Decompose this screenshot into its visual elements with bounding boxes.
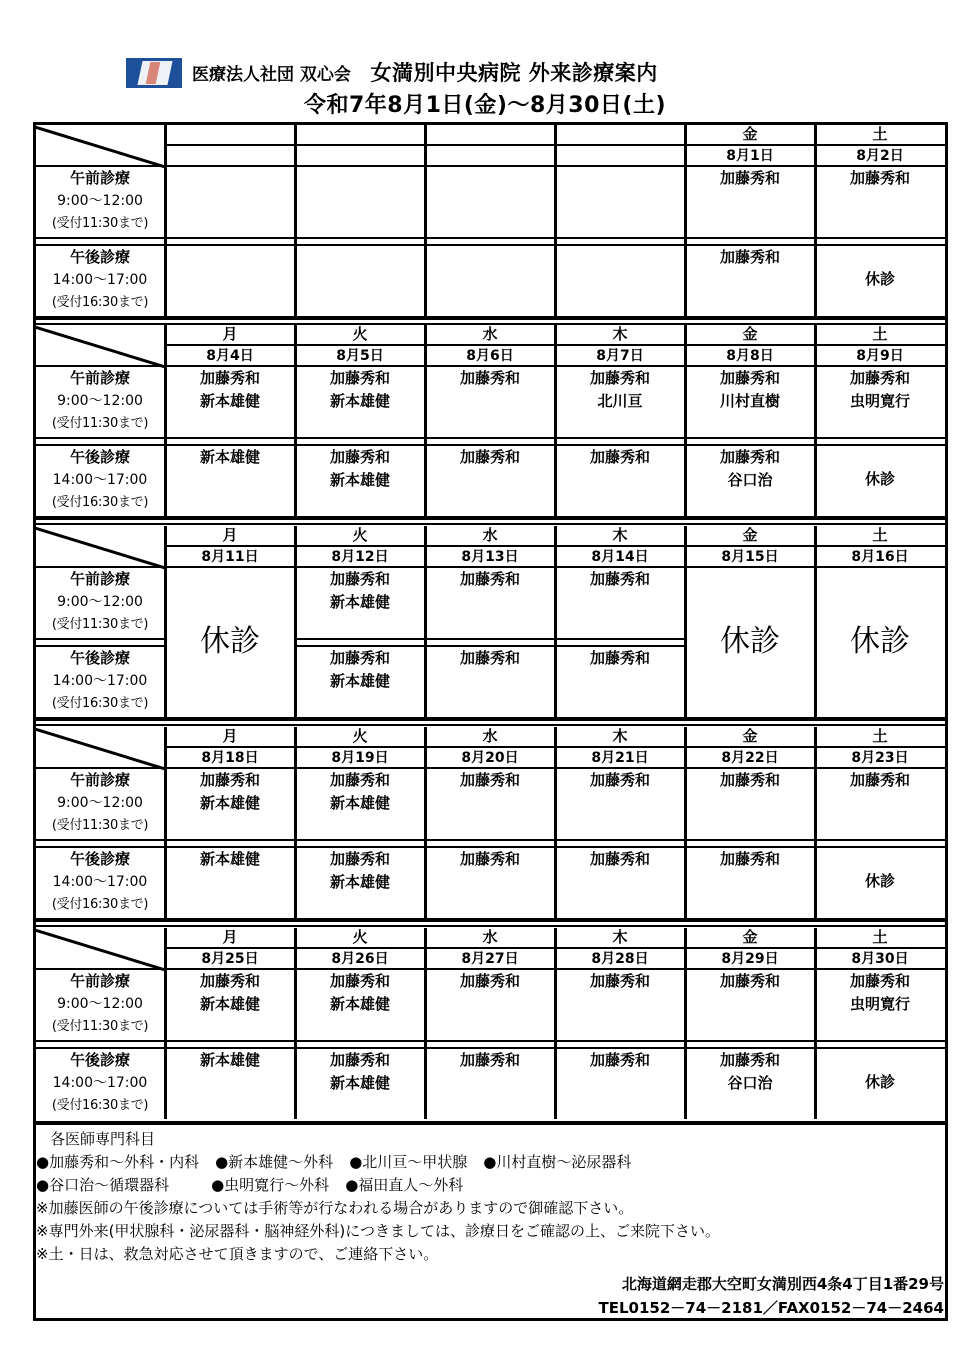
day-of-week: 火 xyxy=(352,526,368,544)
am-doctors xyxy=(815,167,945,190)
pm-hours: 14:00～17:00 xyxy=(52,272,148,288)
doctor-name: 新本雄健 xyxy=(199,1051,260,1069)
pm-reception: (受付16:30まで) xyxy=(51,495,149,510)
title-line xyxy=(192,57,658,87)
doctor-name: 加藤秀和 xyxy=(849,369,910,387)
am-doctors xyxy=(165,367,295,413)
day-of-week: 木 xyxy=(612,928,628,946)
am-reception: (受付11:30まで) xyxy=(51,617,149,632)
day-of-week: 土 xyxy=(872,727,888,745)
doctor-name: 加藤秀和 xyxy=(459,649,520,667)
date-label: 8月30日 xyxy=(851,951,909,967)
remark-surgery: ※加藤医師の午後診療については手術等が行なわれる場合がありますので御確認下さい。 xyxy=(36,1199,634,1217)
date-label: 8月28日 xyxy=(591,951,649,967)
pm-doctors xyxy=(165,848,295,871)
notes-heading: 各医師専門科目 xyxy=(50,1130,156,1148)
doctor-name: 谷口治 xyxy=(727,471,773,489)
date-label: 8月9日 xyxy=(856,348,904,364)
remark-weekend-emergency: ※土・日は、救急対応させて頂きますので、ご連絡下さい。 xyxy=(36,1245,439,1263)
pm-doctors xyxy=(425,1049,555,1072)
doctor-name: 加藤秀和 xyxy=(459,972,520,990)
am-doctors xyxy=(425,970,555,993)
doctor-name: 加藤秀和 xyxy=(459,570,520,588)
day-of-week: 月 xyxy=(222,526,238,544)
closed-all-day: 休診 xyxy=(720,624,780,659)
am-doctors xyxy=(815,367,945,413)
am-doctors xyxy=(425,367,555,390)
doctor-name: 加藤秀和 xyxy=(329,771,390,789)
date-label: 8月29日 xyxy=(721,951,779,967)
date-label: 8月19日 xyxy=(331,750,389,766)
am-doctors xyxy=(555,568,685,591)
pm-doctors xyxy=(555,848,685,871)
am-hours: 9:00～12:00 xyxy=(57,795,143,811)
pm-slot-label xyxy=(35,1049,165,1117)
pm-doctors xyxy=(165,1049,295,1072)
specialties-row-2 xyxy=(36,1174,944,1197)
am-doctors xyxy=(165,970,295,1016)
doctor-name: 虫明寛行 xyxy=(849,392,910,410)
doctor-name: 新本雄健 xyxy=(329,392,390,410)
am-doctors xyxy=(555,367,685,413)
date-label: 8月5日 xyxy=(336,348,384,364)
date-label: 8月6日 xyxy=(466,348,514,364)
date-label: 8月12日 xyxy=(331,549,389,565)
doctor-name: 北川亘 xyxy=(597,392,643,410)
doctor-name: 加藤秀和 xyxy=(849,972,910,990)
corner-diagonal xyxy=(35,125,165,169)
doctor-name: 加藤秀和 xyxy=(589,972,650,990)
am-doctors xyxy=(295,970,425,1016)
pm-slot-label xyxy=(35,446,165,514)
am-slot-label xyxy=(35,769,165,837)
doctor-name: 加藤秀和 xyxy=(459,850,520,868)
am-reception: (受付11:30まで) xyxy=(51,1019,149,1034)
closed-all-day: 休診 xyxy=(850,624,910,659)
am-label: 午前診療 xyxy=(69,169,130,187)
am-label: 午前診療 xyxy=(69,771,130,789)
pm-hours: 14:00～17:00 xyxy=(52,673,148,689)
pm-slot-label xyxy=(35,848,165,916)
corner-diagonal xyxy=(35,526,165,570)
doctor-name: 新本雄健 xyxy=(329,672,390,690)
pm-doctors xyxy=(425,647,555,670)
schedule-period: 令和7年8月1日(金)～8月30日(土) xyxy=(303,93,667,118)
pm-doctors xyxy=(295,446,425,492)
pm-doctors xyxy=(425,848,555,871)
doctor-name: 加藤秀和 xyxy=(199,369,260,387)
doctor-name: 加藤秀和 xyxy=(589,771,650,789)
remark-specialty-clinic: ※専門外来(甲状腺科・泌尿器科・脳神経外科)につきましては、診療日をご確認の上、ご来院下さい。 xyxy=(36,1222,720,1240)
doctor-name: 加藤秀和 xyxy=(459,369,520,387)
doctor-name: 加藤秀和 xyxy=(589,369,650,387)
am-doctors xyxy=(425,568,555,591)
am-doctors xyxy=(685,167,815,190)
specialty-item: ●谷口治～循環器科 xyxy=(36,1176,170,1194)
pm-doctors xyxy=(685,246,815,269)
am-doctors xyxy=(685,970,815,993)
am-slot-label xyxy=(35,970,165,1038)
doctor-name: 加藤秀和 xyxy=(329,1051,390,1069)
closed-all-day: 休診 xyxy=(200,624,260,659)
pm-reception: (受付16:30まで) xyxy=(51,897,149,912)
day-of-week: 水 xyxy=(482,526,498,544)
day-of-week: 水 xyxy=(482,727,498,745)
doctor-name: 加藤秀和 xyxy=(459,771,520,789)
doctor-name: 加藤秀和 xyxy=(459,448,520,466)
day-of-week: 火 xyxy=(352,325,368,343)
day-of-week: 火 xyxy=(352,727,368,745)
doctor-name: 新本雄健 xyxy=(329,471,390,489)
pm-doctors xyxy=(685,446,815,492)
doctor-name: 新本雄健 xyxy=(199,392,260,410)
date-label: 8月18日 xyxy=(201,750,259,766)
specialty-item: ●福田直人～外科 xyxy=(345,1176,464,1194)
week-block xyxy=(35,125,946,316)
day-of-week: 月 xyxy=(222,928,238,946)
week-block xyxy=(35,928,946,1119)
doctor-name: 加藤秀和 xyxy=(849,771,910,789)
day-of-week: 土 xyxy=(872,928,888,946)
doctor-name: 加藤秀和 xyxy=(329,570,390,588)
page-title: 女満別中央病院 外来診療案内 xyxy=(370,61,658,85)
pm-doctors xyxy=(555,446,685,469)
pm-doctors xyxy=(295,647,425,693)
am-doctors xyxy=(425,769,555,792)
doctor-name: 新本雄健 xyxy=(199,794,260,812)
doctor-name: 加藤秀和 xyxy=(589,649,650,667)
day-of-week: 水 xyxy=(482,325,498,343)
am-reception: (受付11:30まで) xyxy=(51,818,149,833)
pm-doctors xyxy=(555,1049,685,1072)
pm-reception: (受付16:30まで) xyxy=(51,295,149,310)
doctor-name: 新本雄健 xyxy=(329,995,390,1013)
doctor-name: 新本雄健 xyxy=(329,1074,390,1092)
am-doctors xyxy=(815,769,945,792)
pm-hours: 14:00～17:00 xyxy=(52,874,148,890)
phone-fax: TEL0152－74－2181／FAX0152－74－2464 xyxy=(598,1299,944,1317)
doctor-name: 加藤秀和 xyxy=(849,169,910,187)
doctor-name: 加藤秀和 xyxy=(719,850,780,868)
date-label: 8月8日 xyxy=(726,348,774,364)
page-header xyxy=(0,52,970,122)
date-label: 8月22日 xyxy=(721,750,779,766)
date-label: 8月13日 xyxy=(461,549,519,565)
am-doctors xyxy=(295,568,425,614)
doctor-name: 加藤秀和 xyxy=(589,1051,650,1069)
date-label: 8月14日 xyxy=(591,549,649,565)
am-reception: (受付11:30まで) xyxy=(51,216,149,231)
pm-slot-label xyxy=(35,246,165,314)
doctor-name: 新本雄健 xyxy=(329,794,390,812)
doctor-name: 加藤秀和 xyxy=(329,369,390,387)
pm-doctors xyxy=(425,446,555,469)
am-hours: 9:00～12:00 xyxy=(57,594,143,610)
specialties-row-1 xyxy=(36,1151,944,1174)
date-label: 8月21日 xyxy=(591,750,649,766)
doctor-name: 加藤秀和 xyxy=(719,169,780,187)
notes-section xyxy=(36,1128,944,1266)
date-label: 8月26日 xyxy=(331,951,389,967)
pm-label: 午後診療 xyxy=(69,1051,130,1069)
date-label: 8月20日 xyxy=(461,750,519,766)
doctor-name: 加藤秀和 xyxy=(719,448,780,466)
date-label: 8月15日 xyxy=(721,549,779,565)
am-slot-label xyxy=(35,367,165,435)
am-reception: (受付11:30まで) xyxy=(51,416,149,431)
am-doctors xyxy=(295,769,425,815)
doctor-name: 加藤秀和 xyxy=(719,248,780,266)
day-of-week: 水 xyxy=(482,928,498,946)
doctor-name: 加藤秀和 xyxy=(459,1051,520,1069)
doctor-name: 加藤秀和 xyxy=(589,448,650,466)
doctor-name: 新本雄健 xyxy=(199,850,260,868)
doctor-name: 新本雄健 xyxy=(329,593,390,611)
pm-reception: (受付16:30まで) xyxy=(51,696,149,711)
corner-diagonal xyxy=(35,727,165,771)
am-doctors xyxy=(295,367,425,413)
doctor-name: 加藤秀和 xyxy=(329,850,390,868)
pm-doctors xyxy=(685,848,815,871)
doctor-name: 加藤秀和 xyxy=(719,369,780,387)
address: 北海道網走郡大空町女満別西4条4丁目1番29号 xyxy=(621,1275,944,1293)
am-doctors xyxy=(815,970,945,1016)
day-of-week: 木 xyxy=(612,325,628,343)
day-of-week: 土 xyxy=(872,325,888,343)
pm-closed: 休診 xyxy=(864,470,895,488)
date-label: 8月27日 xyxy=(461,951,519,967)
day-of-week: 木 xyxy=(612,727,628,745)
pm-label: 午後診療 xyxy=(69,649,130,667)
pm-reception: (受付16:30まで) xyxy=(51,1098,149,1113)
am-doctors xyxy=(555,769,685,792)
doctor-name: 加藤秀和 xyxy=(719,972,780,990)
am-doctors xyxy=(555,970,685,993)
organization-name: 医療法人社団 双心会 xyxy=(192,65,351,85)
day-of-week: 月 xyxy=(222,325,238,343)
am-slot-label xyxy=(35,568,165,636)
day-of-week: 金 xyxy=(742,325,758,343)
am-doctors xyxy=(165,769,295,815)
date-label: 8月2日 xyxy=(856,148,904,164)
am-hours: 9:00～12:00 xyxy=(57,193,143,209)
day-of-week: 金 xyxy=(742,928,758,946)
doctor-name: 加藤秀和 xyxy=(589,570,650,588)
pm-closed: 休診 xyxy=(864,270,895,288)
pm-slot-label xyxy=(35,647,165,715)
corner-diagonal xyxy=(35,928,165,972)
pm-hours: 14:00～17:00 xyxy=(52,1075,148,1091)
pm-closed: 休診 xyxy=(864,1073,895,1091)
date-label: 8月1日 xyxy=(726,148,774,164)
date-label: 8月23日 xyxy=(851,750,909,766)
am-hours: 9:00～12:00 xyxy=(57,393,143,409)
date-label: 8月7日 xyxy=(596,348,644,364)
pm-label: 午後診療 xyxy=(69,850,130,868)
doctor-name: 虫明寛行 xyxy=(849,995,910,1013)
date-label: 8月16日 xyxy=(851,549,909,565)
pm-label: 午後診療 xyxy=(69,248,130,266)
am-label: 午前診療 xyxy=(69,369,130,387)
day-of-week: 月 xyxy=(222,727,238,745)
doctor-name: 加藤秀和 xyxy=(199,771,260,789)
date-label: 8月25日 xyxy=(201,951,259,967)
doctor-name: 谷口治 xyxy=(727,1074,773,1092)
doctor-name: 加藤秀和 xyxy=(329,972,390,990)
pm-doctors xyxy=(165,446,295,469)
day-of-week: 土 xyxy=(872,125,888,143)
pm-doctors xyxy=(295,848,425,894)
am-label: 午前診療 xyxy=(69,570,130,588)
doctor-name: 加藤秀和 xyxy=(719,771,780,789)
corner-diagonal xyxy=(35,325,165,369)
day-of-week: 木 xyxy=(612,526,628,544)
pm-hours: 14:00～17:00 xyxy=(52,472,148,488)
am-doctors xyxy=(685,367,815,413)
doctor-name: 新本雄健 xyxy=(199,448,260,466)
pm-doctors xyxy=(295,1049,425,1095)
specialty-item: ●北川亘～甲状腺 xyxy=(349,1153,468,1171)
doctor-name: 加藤秀和 xyxy=(329,649,390,667)
day-of-week: 金 xyxy=(742,125,758,143)
specialty-item: ●川村直樹～泌尿器科 xyxy=(483,1153,632,1171)
pm-doctors xyxy=(685,1049,815,1095)
day-of-week: 金 xyxy=(742,727,758,745)
am-slot-label xyxy=(35,167,165,235)
am-doctors xyxy=(685,769,815,792)
date-label: 8月4日 xyxy=(206,348,254,364)
date-label: 8月11日 xyxy=(201,549,259,565)
pm-closed: 休診 xyxy=(864,872,895,890)
doctor-name: 加藤秀和 xyxy=(589,850,650,868)
doctor-name: 加藤秀和 xyxy=(329,448,390,466)
week-block xyxy=(35,727,946,918)
day-of-week: 金 xyxy=(742,526,758,544)
footer-contact xyxy=(599,1272,944,1320)
specialty-item: ●虫明寛行～外科 xyxy=(211,1176,330,1194)
doctor-name: 加藤秀和 xyxy=(199,972,260,990)
doctor-name: 川村直樹 xyxy=(719,392,780,410)
hospital-logo-icon xyxy=(126,58,182,88)
specialty-item: ●加藤秀和～外科・内科 xyxy=(36,1153,200,1171)
am-label: 午前診療 xyxy=(69,972,130,990)
doctor-name: 新本雄健 xyxy=(199,995,260,1013)
doctor-name: 新本雄健 xyxy=(329,873,390,891)
week-block xyxy=(35,526,946,717)
pm-label: 午後診療 xyxy=(69,448,130,466)
week-block xyxy=(35,325,946,516)
doctor-name: 加藤秀和 xyxy=(719,1051,780,1069)
day-of-week: 火 xyxy=(352,928,368,946)
am-hours: 9:00～12:00 xyxy=(57,996,143,1012)
day-of-week: 土 xyxy=(872,526,888,544)
specialty-item: ●新本雄健～外科 xyxy=(215,1153,334,1171)
pm-doctors xyxy=(555,647,685,670)
